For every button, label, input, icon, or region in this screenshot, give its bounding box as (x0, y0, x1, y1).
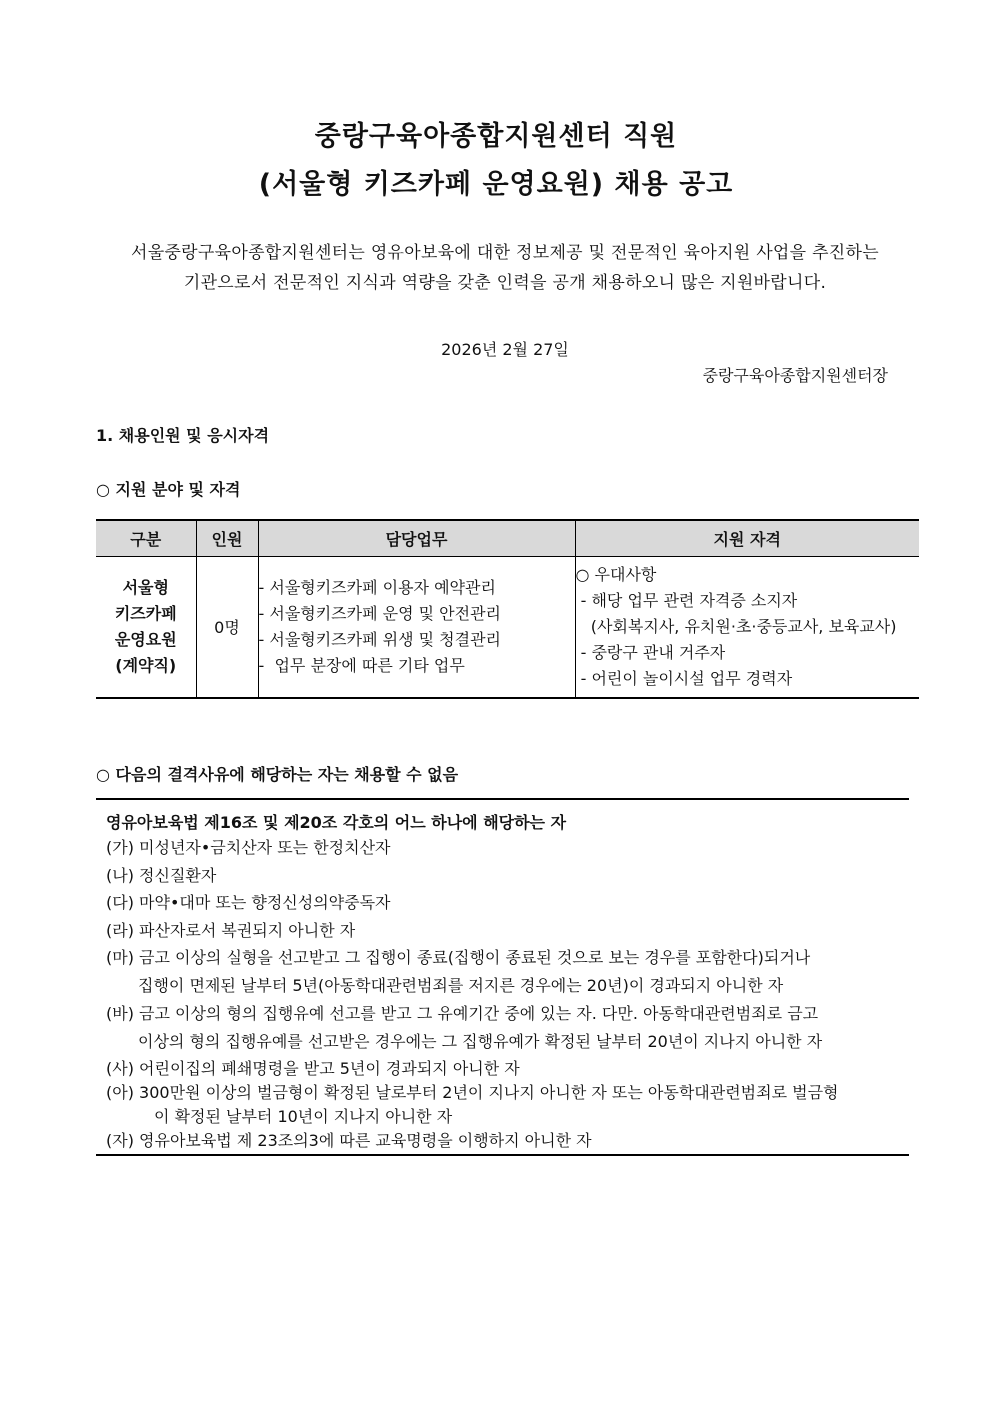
duty-item: - 서울형키즈카페 운영 및 안전관리 (258, 603, 502, 623)
subsection-heading-disqualification: ○ 다음의 결격사유에 해당하는 자는 채용할 수 없음 (96, 765, 459, 784)
organization-signature: 중랑구육아종합지원센터장 (702, 366, 888, 385)
header-category: 구분 (96, 520, 196, 557)
qualification-item: ○ 우대사항 (575, 564, 657, 584)
section-heading-recruitment: 1. 채용인원 및 응시자격 (96, 426, 270, 445)
category-line: 운영요원 (114, 629, 177, 649)
table-row (96, 557, 919, 698)
header-qualifications: 지원 자격 (575, 520, 919, 557)
disqualification-item: (바) 금고 이상의 형의 집행유예 선고를 받고 그 유예기간 중에 있는 자. 다만. 아동학대관련범죄로 금고 (106, 1004, 819, 1023)
duty-item: - 서울형키즈카페 이용자 예약관리 (258, 577, 496, 597)
disqualification-item: (아) 300만원 이상의 벌금형이 확정된 날로부터 2년이 지나지 아니한 자 또는 아동학대관련범죄로 벌금형 (106, 1083, 839, 1102)
announcement-date: 2026년 2월 27일 (441, 340, 569, 359)
category-line: 키즈카페 (114, 603, 177, 623)
table-header-row (96, 520, 919, 557)
recruitment-table (96, 519, 919, 699)
disqualification-item-continued: 이 확정된 날부터 10년이 지나지 아니한 자 (154, 1107, 453, 1126)
qualification-item: - 중랑구 관내 거주자 (575, 642, 726, 662)
header-count: 인원 (196, 520, 258, 557)
qualification-item: - 해당 업무 관련 자격증 소지자 (575, 590, 798, 610)
duty-item: - 서울형키즈카페 위생 및 청결관리 (258, 629, 502, 649)
disqualification-item: (자) 영유아보육법 제 23조의3에 따른 교육명령을 이행하지 아니한 자 (106, 1131, 592, 1150)
subsection-heading-fields: ○ 지원 분야 및 자격 (96, 480, 241, 499)
category-cell (96, 557, 196, 698)
intro-text-line1: 서울중랑구육아종합지원센터는 영유아보육에 대한 정보제공 및 전문적인 육아지원 사업을 추진하는 (131, 243, 879, 263)
duties-cell (258, 557, 575, 698)
disqualification-item: (마) 금고 이상의 실형을 선고받고 그 집행이 종료(집행이 종료된 것으로 보는 경우를 포함한다)되거나 (106, 948, 811, 967)
disqualification-item-continued: 이상의 형의 집행유예를 선고받은 경우에는 그 집행유예가 확정된 날부터 20년이 지나지 아니한 자 (138, 1032, 823, 1051)
disqualification-item: (가) 미성년자•금치산자 또는 한정치산자 (106, 838, 391, 857)
header-duties: 담당업무 (258, 520, 575, 557)
disqualification-item: (다) 마약•대마 또는 향정신성의약중독자 (106, 893, 391, 912)
qualifications-cell (575, 557, 919, 698)
disqualification-item: (라) 파산자로서 복권되지 아니한 자 (106, 921, 356, 940)
qualification-item: - 어린이 놀이시설 업무 경력자 (575, 668, 793, 688)
page-title-line2: (서울형 키즈카페 운영요원) 채용 공고 (258, 169, 734, 200)
intro-text-line2: 기관으로서 전문적인 지식과 역량을 갖춘 인력을 공개 채용하오니 많은 지원바랍니다. (183, 273, 827, 293)
duty-item: - 업무 분장에 따른 기타 업무 (258, 655, 465, 675)
category-line: (계약직) (115, 655, 177, 675)
disqualification-item: (사) 어린이집의 폐쇄명령을 받고 5년이 경과되지 아니한 자 (106, 1059, 520, 1078)
disqualification-item-continued: 집행이 면제된 날부터 5년(아동학대관련범죄를 저지른 경우에는 20년)이 경과되지 아니한 자 (138, 976, 784, 995)
category-line: 서울형 (122, 577, 169, 597)
disqualification-box-title: 영유아보육법 제16조 및 제20조 각호의 어느 하나에 해당하는 자 (106, 813, 567, 832)
disqualification-item: (나) 정신질환자 (106, 866, 217, 885)
disqualification-box (96, 798, 909, 1156)
qualification-item: (사회복지사, 유치원·초·중등교사, 보육교사) (575, 616, 897, 636)
page-title-line1: 중랑구육아종합지원센터 직원 (314, 121, 678, 152)
count-cell: 0명 (196, 557, 258, 698)
